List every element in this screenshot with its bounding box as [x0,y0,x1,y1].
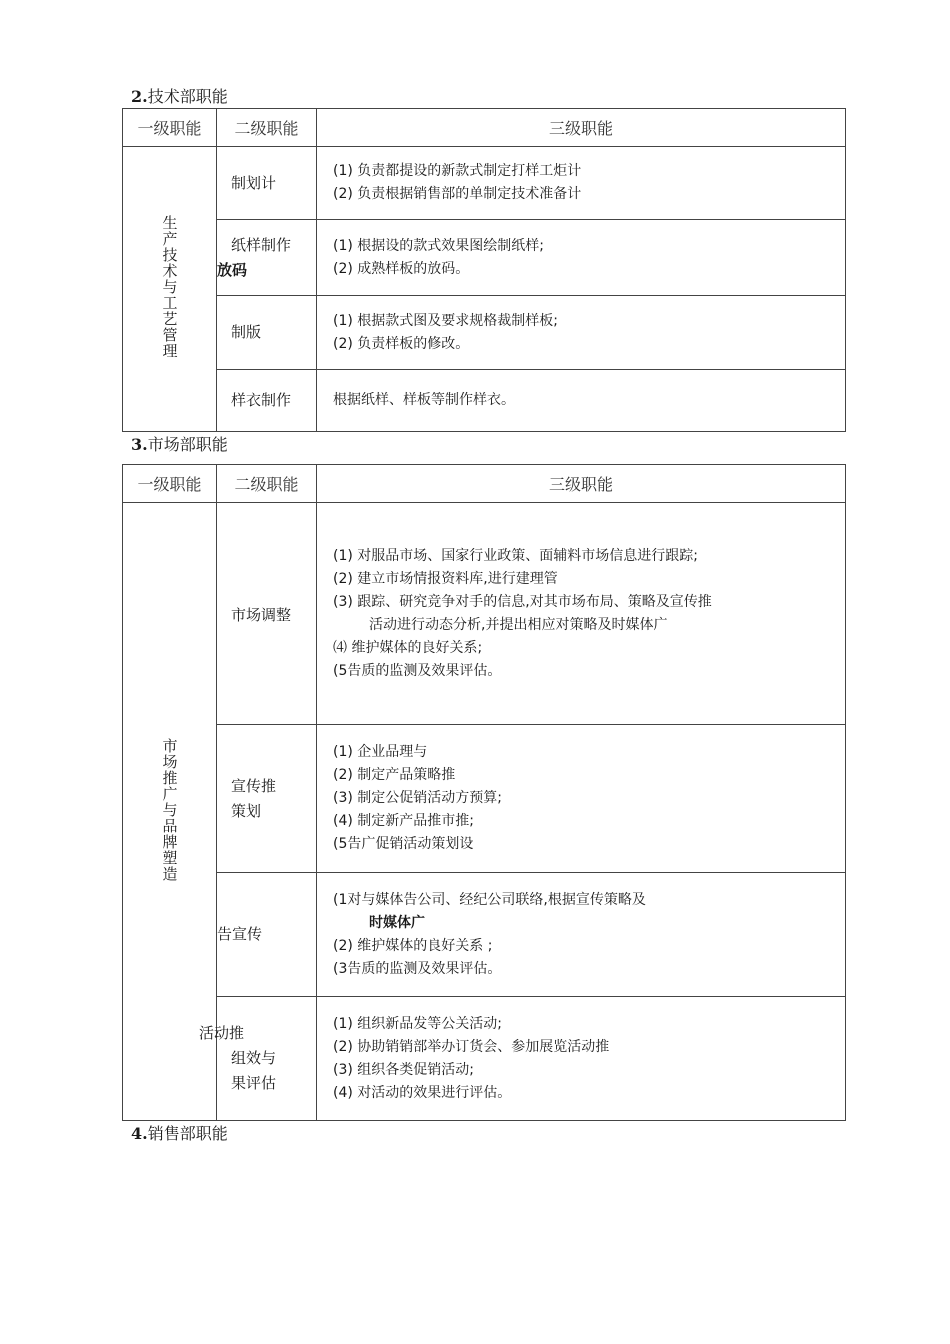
section-title: 技术部职能 [147,87,228,106]
table-row [123,147,846,220]
level2-cell [217,873,317,997]
level3-item: (4) 制定新产品推市推; [333,813,474,829]
section-heading-tech [131,87,228,107]
header-level2: 二级职能 [217,465,317,503]
level3-item: (5告质的监测及效果评估。 [333,662,502,679]
level3-item: 活动进行动态分析,并提出相应对策略及时媒体广 [369,616,668,633]
table-row [123,296,846,370]
level2-cell [217,147,317,220]
level3-item: (1) 根据款式图及要求规格裁制样板; [333,312,558,329]
level3-cell [317,725,846,873]
level1-label: 生产技术与工艺管理 [160,215,179,359]
level3-item: (2) 建立市场情报资料库,进行建理管 [333,570,558,587]
header-level3: 三级职能 [317,109,846,147]
level3-item: (3) 制定公促销活动方预算; [333,790,502,806]
level3-item: (3告质的监测及效果评估。 [333,960,502,977]
level3-cell [317,873,846,997]
level3-item: (1) 负责都提设的新款式制定打样工炬计 [333,163,582,179]
level3-item: 根据纸样、样板等制作样衣。 [333,392,515,408]
table-row [123,997,846,1121]
level2-label: 纸样制作 [231,235,292,254]
header-level1: 一级职能 [123,109,217,147]
level3-item: 时媒体广 [369,914,425,931]
level2-label: 制划计 [231,173,277,192]
table-header-row [123,109,846,147]
level3-item: (1) 对服品市场、国家行业政策、面辅料市场信息进行跟踪; [333,547,698,564]
level2-label: 组效与 [231,1049,277,1067]
level1-label: 市场推广与品牌塑造 [160,737,179,882]
level2-label: 制版 [231,323,262,341]
level2-cell [217,296,317,370]
table-header-row [123,465,846,503]
level3-item: (2) 负责根据销售部的单制定技术准备计 [333,186,582,202]
level3-item: (2) 制定产品策略推 [333,767,456,783]
level3-item: (3) 组织各类促销活动; [333,1061,474,1078]
level3-item: (2) 维护媒体的良好关系 ; [333,937,493,954]
level2-cell [199,997,317,1121]
header-level2: 二级职能 [217,109,317,147]
level2-cell [217,370,317,432]
section-number: 4. [131,1124,148,1143]
level3-cell [317,220,846,296]
market-functions-table [122,464,846,1121]
level3-item: (5告广促销活动策划设 [333,836,474,852]
table-row [123,370,846,432]
tech-functions-table [122,108,846,432]
header-level3: 三级职能 [317,465,846,503]
level2-label: 策划 [231,801,262,820]
table-row [123,725,846,873]
level2-label: 样衣制作 [231,391,292,409]
level3-item: ⑷ 维护媒体的良好关系; [333,639,483,656]
level1-cell [123,147,217,432]
section-number: 2. [131,87,148,106]
level3-cell [317,370,846,432]
level2-cell [217,503,317,725]
section-title: 销售部职能 [147,1124,228,1143]
level3-cell [317,503,846,725]
table-row [123,503,846,725]
level3-item: (4) 对活动的效果进行评估。 [333,1084,512,1101]
level3-cell [317,147,846,220]
level3-item: (1) 企业品理与 [333,744,428,760]
level3-item: (1) 根据设的款式效果图绘制纸样; [333,237,544,254]
section-heading-sales [131,1124,228,1144]
section-heading-market [131,435,228,455]
header-level1: 一级职能 [123,465,217,503]
level3-item: (1) 组织新品发等公关活动; [333,1015,502,1032]
section-number: 3. [131,435,148,454]
level3-item: (2) 负责样板的修改。 [333,335,470,352]
level2-label: 果评估 [231,1074,277,1092]
table-row [123,873,846,997]
level3-cell [317,296,846,370]
level2-cell [217,220,317,296]
level3-item: (2) 协助销销部举办订货会、参加展览活动推 [333,1038,610,1055]
level3-cell [317,997,846,1121]
level3-item: (1对与媒体告公司、经纪公司联络,根据宣传策略及 [333,891,646,908]
level2-label: 活动推 [199,1024,245,1042]
level2-label: 市场调整 [231,606,292,624]
table-row [123,220,846,296]
level2-label: 放码 [217,260,248,279]
level2-cell [217,725,317,873]
level2-label: 告宣传 [217,925,263,943]
level3-item: (2) 成熟样板的放码。 [333,260,470,277]
level3-item: (3) 跟踪、研究竞争对手的信息,对其市场布局、策略及宣传推 [333,593,712,610]
level2-label: 宣传推 [231,776,277,795]
section-title: 市场部职能 [147,435,228,454]
